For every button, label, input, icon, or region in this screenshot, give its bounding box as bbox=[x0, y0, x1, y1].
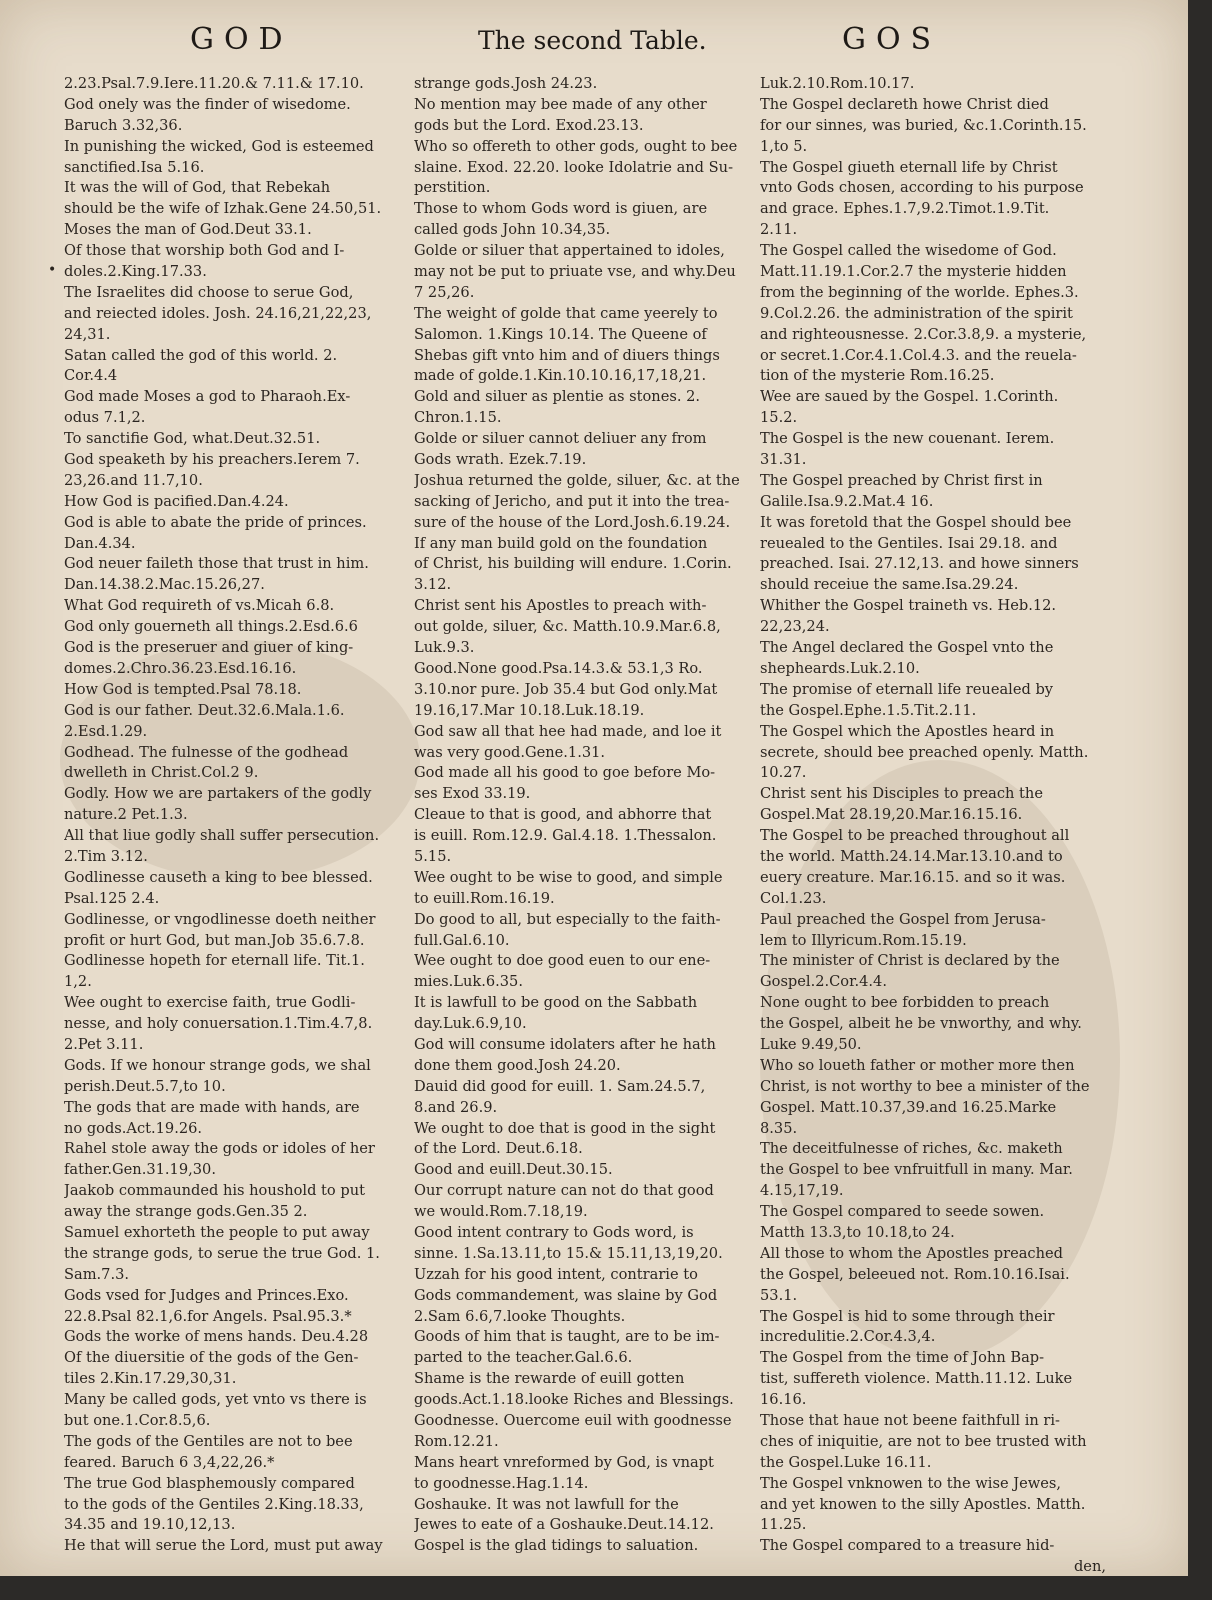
index-line: profit or hurt God, but man.Job 35.6.7.8. bbox=[64, 931, 365, 949]
index-line: the Gospel, albeit he be vnworthy, and why. bbox=[760, 1015, 1082, 1033]
index-line: Luk.9.3. bbox=[414, 639, 475, 657]
index-line: Salomon. 1.Kings 10.14. The Queene of bbox=[414, 325, 707, 343]
index-line: In punishing the wicked, God is esteemed bbox=[64, 137, 374, 155]
index-line: The gods that are made with hands, are bbox=[64, 1098, 360, 1116]
index-line: Dauid did good for euill. 1. Sam.24.5.7, bbox=[414, 1077, 706, 1095]
index-line: perish.Deut.5.7,to 10. bbox=[64, 1077, 226, 1095]
index-line: Moses the man of God.Deut 33.1. bbox=[64, 221, 312, 239]
margin-mark: • bbox=[48, 262, 57, 278]
index-line: Mans heart vnreformed by God, is vnapt bbox=[414, 1453, 714, 1471]
index-line: tiles 2.Kin.17.29,30,31. bbox=[64, 1370, 237, 1388]
index-line: done them good.Josh 24.20. bbox=[414, 1056, 621, 1074]
index-line: Of the diuersitie of the gods of the Gen- bbox=[64, 1349, 359, 1367]
index-line: Christ, is not worthy to bee a minister of the bbox=[760, 1077, 1090, 1095]
index-line: Christ sent his Apostles to preach with- bbox=[414, 597, 707, 615]
index-line: 23,26.and 11.7,10. bbox=[64, 471, 203, 489]
index-line: 2.Esd.1.29. bbox=[64, 722, 148, 740]
index-line: for our sinnes, was buried, &c.1.Corinth.15. bbox=[760, 116, 1087, 134]
index-line: and righteousnesse. 2.Cor.3.8,9. a mysterie, bbox=[760, 325, 1087, 343]
index-line: euery creature. Mar.16.15. and so it was. bbox=[760, 868, 1066, 886]
index-line: dwelleth in Christ.Col.2 9. bbox=[64, 764, 259, 782]
index-line: Whither the Gospel traineth vs. Heb.12. bbox=[760, 597, 1057, 615]
index-line: goods.Act.1.18.looke Riches and Blessings. bbox=[414, 1391, 734, 1409]
index-line: 11.25. bbox=[760, 1516, 807, 1534]
index-line: It is lawfull to be good on the Sabbath bbox=[414, 994, 698, 1012]
index-line: Dan.4.34. bbox=[64, 534, 136, 552]
index-line: 1,to 5. bbox=[760, 137, 808, 155]
index-line: Joshua returned the golde, siluer, &c. at the bbox=[414, 471, 740, 489]
index-line: 3.10.nor pure. Job 35.4 but God only.Mat bbox=[414, 680, 718, 698]
index-line: 5.15. bbox=[414, 847, 452, 865]
index-line: Chron.1.15. bbox=[414, 409, 502, 427]
index-line: tion of the mysterie Rom.16.25. bbox=[760, 367, 995, 385]
index-line: Gold and siluer as plentie as stones. 2. bbox=[414, 388, 701, 406]
index-line: strange gods.Josh 24.23. bbox=[414, 75, 598, 92]
index-line: sanctified.Isa 5.16. bbox=[64, 158, 205, 176]
index-line: Gospel. Matt.10.37,39.and 16.25.Marke bbox=[760, 1098, 1057, 1116]
index-line: Matth 13.3,to 10.18,to 24. bbox=[760, 1223, 955, 1241]
index-line: 3.12. bbox=[414, 576, 452, 594]
index-line: Galile.Isa.9.2.Mat.4 16. bbox=[760, 492, 934, 510]
header-left-guide-word: GOD bbox=[190, 22, 293, 57]
index-line: Uzzah for his good intent, contrarie to bbox=[414, 1265, 698, 1283]
index-line: the strange gods, to serue the true God. 1. bbox=[64, 1244, 380, 1262]
index-line: Many be called gods, yet vnto vs there is bbox=[64, 1391, 367, 1409]
index-line: Matt.11.19.1.Cor.2.7 the mysterie hidden bbox=[760, 263, 1067, 281]
index-line: of Christ, his building will endure. 1.Corin. bbox=[414, 555, 732, 573]
index-line: Gods vsed for Judges and Princes.Exo. bbox=[64, 1286, 349, 1304]
index-line: Gospel.2.Cor.4.4. bbox=[760, 973, 887, 991]
index-line: Rom.12.21. bbox=[414, 1432, 499, 1450]
index-line: 8.and 26.9. bbox=[414, 1098, 498, 1116]
index-line: or secret.1.Cor.4.1.Col.4.3. and the reuela- bbox=[760, 346, 1077, 364]
index-line: 2.Tim 3.12. bbox=[64, 847, 148, 865]
index-line: Gods wrath. Ezek.7.19. bbox=[414, 451, 587, 469]
index-line: 2.Sam 6.6,7.looke Thoughts. bbox=[414, 1307, 626, 1325]
index-line: away the strange gods.Gen.35 2. bbox=[64, 1203, 308, 1221]
index-line: father.Gen.31.19,30. bbox=[64, 1161, 216, 1179]
index-line: 24,31. bbox=[64, 325, 111, 343]
index-line: The Gospel compared to seede sowen. bbox=[760, 1203, 1045, 1221]
index-line: Christ sent his Disciples to preach the bbox=[760, 785, 1043, 803]
index-line: Baruch 3.32,36. bbox=[64, 116, 183, 134]
index-line: no gods.Act.19.26. bbox=[64, 1119, 203, 1137]
index-line: It was foretold that the Gospel should bee bbox=[760, 513, 1072, 531]
index-line: The Israelites did choose to serue God, bbox=[64, 283, 354, 301]
index-line: The true God blasphemously compared bbox=[64, 1474, 355, 1492]
index-line: and grace. Ephes.1.7,9.2.Timot.1.9.Tit. bbox=[760, 200, 1050, 218]
index-line: made of golde.1.Kin.10.10.16,17,18,21. bbox=[414, 367, 707, 385]
index-line: Wee ought to exercise faith, true Godli- bbox=[64, 994, 356, 1012]
index-line: was very good.Gene.1.31. bbox=[414, 743, 606, 761]
index-line: 7 25,26. bbox=[414, 283, 475, 301]
index-column-2 bbox=[414, 74, 752, 1557]
header-title: The second Table. bbox=[478, 26, 707, 55]
index-line: The deceitfulnesse of riches, &c. maketh bbox=[760, 1140, 1063, 1158]
index-line: gods but the Lord. Exod.23.13. bbox=[414, 116, 644, 134]
index-line: slaine. Exod. 22.20. looke Idolatrie and Su- bbox=[414, 158, 733, 176]
index-line: God made all his good to goe before Mo- bbox=[414, 764, 716, 782]
index-line: 4.15,17,19. bbox=[760, 1182, 844, 1200]
index-line: the Gospel.Luke 16.11. bbox=[760, 1453, 932, 1471]
index-line: Godlinesse hopeth for eternall life. Tit.1. bbox=[64, 952, 365, 970]
index-line: The promise of eternall life reuealed by bbox=[760, 680, 1054, 698]
index-line: incredulitie.2.Cor.4.3,4. bbox=[760, 1328, 936, 1346]
index-line: tist, suffereth violence. Matth.11.12. Luke bbox=[760, 1370, 1073, 1388]
index-line: Luk.2.10.Rom.10.17. bbox=[760, 75, 915, 92]
index-line: We ought to doe that is good in the sight bbox=[414, 1119, 716, 1137]
index-line: Goods of him that is taught, are to be im- bbox=[414, 1328, 720, 1346]
index-line: God only gouerneth all things.2.Esd.6.6 bbox=[64, 618, 358, 636]
index-line: Wee ought to doe good euen to our ene- bbox=[414, 952, 711, 970]
running-header bbox=[0, 22, 1188, 62]
index-line: 34.35 and 19.10,12,13. bbox=[64, 1516, 236, 1534]
index-line: The Gospel from the time of John Bap- bbox=[760, 1349, 1045, 1367]
index-line: to goodnesse.Hag.1.14. bbox=[414, 1474, 589, 1492]
index-line: ses Exod 33.19. bbox=[414, 785, 531, 803]
index-line: 19.16,17.Mar 10.18.Luk.18.19. bbox=[414, 701, 645, 719]
index-line: God is able to abate the pride of princes. bbox=[64, 513, 367, 531]
index-line: from the beginning of the worlde. Ephes.3. bbox=[760, 283, 1079, 301]
index-line: If any man build gold on the foundation bbox=[414, 534, 708, 552]
index-line: 22.8.Psal 82.1,6.for Angels. Psal.95.3.* bbox=[64, 1307, 352, 1325]
index-line: out golde, siluer, &c. Matth.10.9.Mar.6.8, bbox=[414, 618, 721, 636]
index-line: Golde or siluer cannot deliuer any from bbox=[414, 430, 707, 448]
index-line: domes.2.Chro.36.23.Esd.16.16. bbox=[64, 659, 297, 677]
index-line: 2.Pet 3.11. bbox=[64, 1035, 144, 1053]
index-line: 2.23.Psal.7.9.Iere.11.20.& 7.11.& 17.10. bbox=[64, 75, 364, 92]
index-line: should be the wife of Izhak.Gene 24.50,51. bbox=[64, 200, 382, 218]
index-line: How God is tempted.Psal 78.18. bbox=[64, 680, 302, 698]
index-line: 1,2. bbox=[64, 973, 92, 991]
index-line: God saw all that hee had made, and loe it bbox=[414, 722, 722, 740]
index-line: Golde or siluer that appertained to idoles, bbox=[414, 242, 725, 260]
index-line: Dan.14.38.2.Mac.15.26,27. bbox=[64, 576, 265, 594]
index-line: To sanctifie God, what.Deut.32.51. bbox=[64, 430, 321, 448]
index-line: The gods of the Gentiles are not to bee bbox=[64, 1432, 353, 1450]
index-line: full.Gal.6.10. bbox=[414, 931, 510, 949]
index-line: How God is pacified.Dan.4.24. bbox=[64, 492, 289, 510]
index-line: Godly. How we are partakers of the godly bbox=[64, 785, 372, 803]
index-line: the Gospel, beleeued not. Rom.10.16.Isai. bbox=[760, 1265, 1070, 1283]
index-line: nature.2 Pet.1.3. bbox=[64, 806, 188, 824]
index-line: Psal.125 2.4. bbox=[64, 889, 160, 907]
index-line: Gods. If we honour strange gods, we shal bbox=[64, 1056, 371, 1074]
index-line: sacking of Jericho, and put it into the trea- bbox=[414, 492, 730, 510]
index-line: Gods the worke of mens hands. Deu.4.28 bbox=[64, 1328, 369, 1346]
index-line: None ought to bee forbidden to preach bbox=[760, 994, 1050, 1012]
index-line: may not be put to priuate vse, and why.Deu bbox=[414, 263, 736, 281]
index-line: No mention may bee made of any other bbox=[414, 95, 707, 113]
index-line: of the Lord. Deut.6.18. bbox=[414, 1140, 583, 1158]
index-line: we would.Rom.7.18,19. bbox=[414, 1203, 588, 1221]
index-line: Shebas gift vnto him and of diuers things bbox=[414, 346, 720, 364]
index-line: The Gospel declareth howe Christ died bbox=[760, 95, 1049, 113]
index-line: Jewes to eate of a Goshauke.Deut.14.12. bbox=[414, 1516, 714, 1534]
index-line: parted to the teacher.Gal.6.6. bbox=[414, 1349, 633, 1367]
index-line: God will consume idolaters after he hath bbox=[414, 1035, 716, 1053]
index-line: It was the will of God, that Rebekah bbox=[64, 179, 331, 197]
index-line: lem to Illyricum.Rom.15.19. bbox=[760, 931, 967, 949]
index-line: The weight of golde that came yeerely to bbox=[414, 304, 718, 322]
index-line: Cor.4.4 bbox=[64, 367, 118, 385]
index-line: shepheards.Luk.2.10. bbox=[760, 659, 920, 677]
index-line: God onely was the finder of wisedome. bbox=[64, 95, 351, 113]
index-line: 9.Col.2.26. the administration of the spirit bbox=[760, 304, 1073, 322]
index-line: Shame is the rewarde of euill gotten bbox=[414, 1370, 685, 1388]
index-line: The Angel declared the Gospel vnto the bbox=[760, 639, 1054, 657]
index-line: Goshauke. It was not lawfull for the bbox=[414, 1495, 679, 1513]
index-line: The Gospel vnknowen to the wise Jewes, bbox=[760, 1474, 1061, 1492]
index-line: Cleaue to that is good, and abhorre that bbox=[414, 806, 712, 824]
index-line: Paul preached the Gospel from Jerusa- bbox=[760, 910, 1046, 928]
index-line: Luke 9.49,50. bbox=[760, 1035, 862, 1053]
index-line: The Gospel giueth eternall life by Christ bbox=[760, 158, 1058, 176]
index-line: God is our father. Deut.32.6.Mala.1.6. bbox=[64, 701, 345, 719]
index-line: should receiue the same.Isa.29.24. bbox=[760, 576, 1019, 594]
index-line: Good intent contrary to Gods word, is bbox=[414, 1223, 694, 1241]
index-line: The Gospel compared to a treasure hid- bbox=[760, 1537, 1055, 1555]
index-line: The Gospel is the new couenant. Ierem. bbox=[760, 430, 1055, 448]
index-line: Our corrupt nature can not do that good bbox=[414, 1182, 714, 1200]
index-line: sinne. 1.Sa.13.11,to 15.& 15.11,13,19,20. bbox=[414, 1244, 723, 1262]
index-line: Gospel.Mat 28.19,20.Mar.16.15.16. bbox=[760, 806, 1023, 824]
index-line: 31.31. bbox=[760, 451, 807, 469]
index-line: odus 7.1,2. bbox=[64, 409, 146, 427]
index-line: Jaakob commaunded his houshold to put bbox=[64, 1182, 365, 1200]
index-line: The minister of Christ is declared by the bbox=[760, 952, 1060, 970]
index-line: the world. Matth.24.14.Mar.13.10.and to bbox=[760, 847, 1063, 865]
index-line: Gods commandement, was slaine by God bbox=[414, 1286, 718, 1304]
index-line: Sam.7.3. bbox=[64, 1265, 130, 1283]
index-line: Gospel is the glad tidings to saluation. bbox=[414, 1537, 699, 1555]
index-column-1 bbox=[64, 74, 410, 1557]
index-line: Godhead. The fulnesse of the godhead bbox=[64, 743, 349, 761]
index-line: 2.11. bbox=[760, 221, 798, 239]
index-line: The Gospel preached by Christ first in bbox=[760, 471, 1043, 489]
index-line: The Gospel called the wisedome of God. bbox=[760, 242, 1057, 260]
index-line: God is the preseruer and giuer of king- bbox=[64, 639, 354, 657]
index-line: but one.1.Cor.8.5,6. bbox=[64, 1412, 211, 1429]
index-line: Those to whom Gods word is giuen, are bbox=[414, 200, 708, 218]
index-line: The Gospel which the Apostles heard in bbox=[760, 722, 1055, 740]
index-line: God speaketh by his preachers.Ierem 7. bbox=[64, 451, 360, 469]
index-line: day.Luk.6.9,10. bbox=[414, 1015, 527, 1033]
index-line: Who so loueth father or mother more then bbox=[760, 1056, 1075, 1074]
index-line: 16.16. bbox=[760, 1391, 807, 1409]
index-line: He that will serue the Lord, must put away bbox=[64, 1537, 383, 1555]
index-line: perstition. bbox=[414, 179, 491, 197]
index-line: nesse, and holy conuersation.1.Tim.4.7,8. bbox=[64, 1015, 373, 1033]
index-line: Godlinesse, or vngodlinesse doeth neither bbox=[64, 910, 376, 928]
index-line: feared. Baruch 6 3,4,22,26.* bbox=[64, 1453, 275, 1471]
index-line: What God requireth of vs.Micah 6.8. bbox=[64, 597, 335, 615]
index-line: the Gospel to bee vnfruitfull in many. Mar. bbox=[760, 1161, 1073, 1179]
index-line: All those to whom the Apostles preached bbox=[760, 1244, 1063, 1262]
index-line: Good.None good.Psa.14.3.& 53.1,3 Ro. bbox=[414, 659, 703, 677]
index-line: All that liue godly shall suffer persecution. bbox=[64, 827, 380, 845]
index-line: God neuer faileth those that trust in him. bbox=[64, 555, 369, 573]
index-line: Those that haue not beene faithfull in ri- bbox=[760, 1412, 1060, 1429]
index-line: Wee ought to be wise to good, and simple bbox=[414, 868, 723, 886]
index-line: and yet knowen to the silly Apostles. Matth. bbox=[760, 1495, 1086, 1513]
index-line: and reiected idoles. Josh. 24.16,21,22,23, bbox=[64, 304, 372, 322]
index-line: 8.35. bbox=[760, 1119, 798, 1137]
index-line: 10.27. bbox=[760, 764, 807, 782]
index-line: Rahel stole away the gods or idoles of her bbox=[64, 1140, 375, 1158]
catchword: den, bbox=[1073, 1558, 1106, 1576]
index-line: The Gospel to be preached throughout all bbox=[760, 827, 1070, 845]
index-line: the Gospel.Ephe.1.5.Tit.2.11. bbox=[760, 701, 977, 719]
index-line: vnto Gods chosen, according to his purpose bbox=[760, 179, 1084, 197]
index-line: reuealed to the Gentiles. Isai 29.18. and bbox=[760, 534, 1058, 552]
index-line: The Gospel is hid to some through their bbox=[760, 1307, 1055, 1325]
index-line: God made Moses a god to Pharaoh.Ex- bbox=[64, 388, 351, 406]
index-line: Who so offereth to other gods, ought to bee bbox=[414, 137, 738, 155]
index-line: Samuel exhorteth the people to put away bbox=[64, 1223, 370, 1241]
index-line: doles.2.King.17.33. bbox=[64, 263, 207, 281]
index-line: mies.Luk.6.35. bbox=[414, 973, 523, 991]
index-line: Goodnesse. Ouercome euil with goodnesse bbox=[414, 1412, 732, 1429]
index-line: Do good to all, but especially to the faith- bbox=[414, 910, 721, 928]
index-column-3 bbox=[760, 74, 1106, 1576]
index-line: Of those that worship both God and I- bbox=[64, 242, 345, 260]
index-line: preached. Isai. 27.12,13. and howe sinners bbox=[760, 555, 1079, 573]
index-line: sure of the house of the Lord.Josh.6.19.24. bbox=[414, 513, 731, 531]
index-line: Good and euill.Deut.30.15. bbox=[414, 1161, 613, 1179]
index-line: to the gods of the Gentiles 2.King.18.33, bbox=[64, 1495, 364, 1513]
index-line: to euill.Rom.16.19. bbox=[414, 889, 555, 907]
index-line: secrete, should bee preached openly. Matth. bbox=[760, 743, 1089, 761]
index-line: Satan called the god of this world. 2. bbox=[64, 346, 338, 364]
index-line: Col.1.23. bbox=[760, 889, 827, 907]
index-line: ches of iniquitie, are not to bee trusted with bbox=[760, 1432, 1087, 1450]
index-line: Godlinesse causeth a king to bee blessed. bbox=[64, 868, 373, 886]
index-line: Wee are saued by the Gospel. 1.Corinth. bbox=[760, 388, 1059, 406]
index-line: 22,23,24. bbox=[760, 618, 830, 636]
index-line: 15.2. bbox=[760, 409, 798, 427]
index-line: called gods John 10.34,35. bbox=[414, 221, 611, 239]
header-right-guide-word: GOS bbox=[842, 22, 942, 57]
index-line: 53.1. bbox=[760, 1286, 798, 1304]
index-line: is euill. Rom.12.9. Gal.4.18. 1.Thessalon. bbox=[414, 827, 717, 845]
